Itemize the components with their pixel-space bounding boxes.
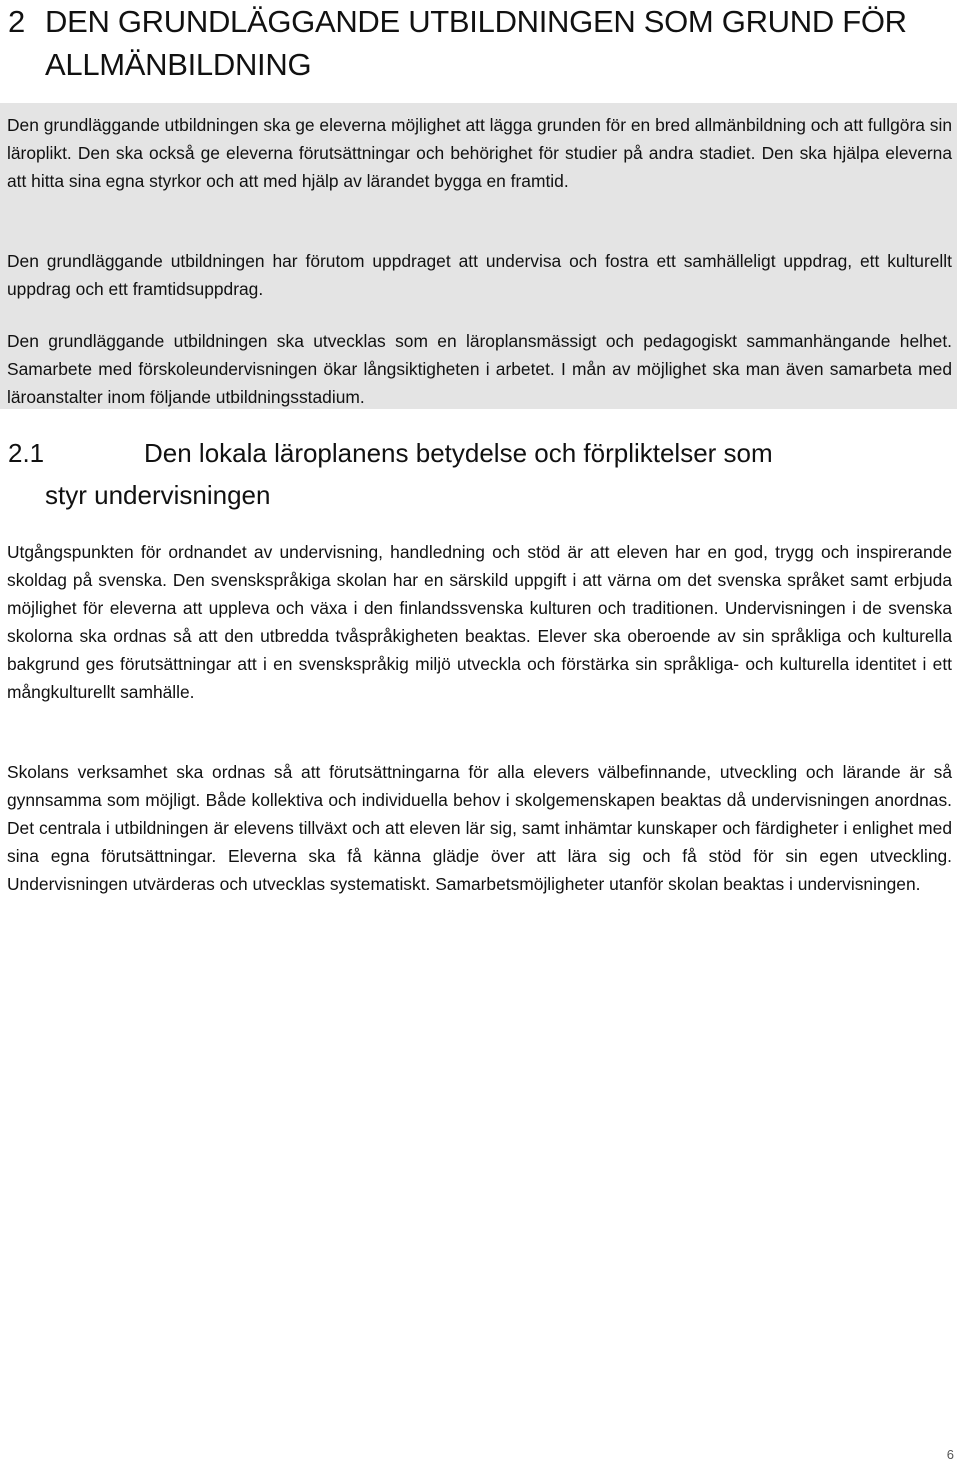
section-title-line1: DEN GRUNDLÄGGANDE UTBILDNINGEN SOM GRUND FÖR — [45, 4, 907, 39]
intro-paragraph-1: Den grundläggande utbildningen ska ge eleverna möjlighet att lägga grunden för en bred allmänbildning och att fullgöra sin läroplikt. Den ska också ge eleverna förutsättningar och behörighet för studier på andra stadiet. Den ska hjälpa eleverna att hitta sina egna styrkor och att med hjälp av lärandet bygga en framtid. — [7, 115, 952, 191]
subsection-title-line2: styr undervisningen — [45, 480, 271, 510]
body-paragraph-2: Skolans verksamhet ska ordnas så att förutsättningarna för alla elevers välbefinnande, utveckling och lärande är så gynnsamma som möjligt. Både kollektiva och individuella behov i skolgemenskapen beaktas då undervisningen anordnas. Det centrala i utbildningen är elevens tillväxt och att eleven lär sig, samt inhämtar kunskaper och färdigheter i enlighet med sina egna förutsättningar. Eleverna ska få känna glädje över att lära sig och få stöd för sin egen utveckling. Undervisningen utvärderas och utvecklas systematiskt. Samarbetsmöjligheter utanför skolan beaktas i undervisningen. — [7, 762, 952, 894]
subsection-heading — [8, 432, 956, 516]
section-heading — [8, 0, 956, 86]
intro-paragraph-3: Den grundläggande utbildningen ska utvecklas som en läroplansmässigt och pedagogiskt sammanhängande helhet. Samarbete med förskoleundervisningen ökar långsiktigheten i arbetet. I mån av möjlighet ska man även samarbeta med läroanstalter inom följande utbildningsstadium. — [7, 331, 952, 407]
intro-paragraph-2: Den grundläggande utbildningen har förutom uppdraget att undervisa och fostra ett samhälleligt uppdrag, ett kulturellt uppdrag och ett framtidsuppdrag. — [7, 251, 952, 299]
page-number: 6 — [946, 1447, 954, 1462]
section-number: 2 — [8, 4, 25, 39]
subsection-number: 2.1 — [8, 438, 45, 468]
subsection-title-line1: Den lokala läroplanens betydelse och förpliktelser som — [144, 438, 773, 468]
body-paragraph-1: Utgångspunkten för ordnandet av undervisning, handledning och stöd är att eleven har en god, trygg och inspirerande skoldag på svenska. Den svenskspråkiga skolan har en särskild uppgift i att värna om det svenska språket samt erbjuda möjlighet för eleverna att uppleva och växa i den finlandssvenska kulturen och traditionen. Undervisningen i de svenska skolorna ska ordnas så att den utbredda tvåspråkigheten beaktas. Elever ska oberoende av sin språkliga och kulturella bakgrund ges förutsättningar att i en svenskspråkig miljö utveckla och förstärka sin språkliga- och kulturella identitet i ett mångkulturellt samhälle. — [7, 542, 952, 702]
section-title-line2: ALLMÄNBILDNING — [45, 47, 312, 82]
